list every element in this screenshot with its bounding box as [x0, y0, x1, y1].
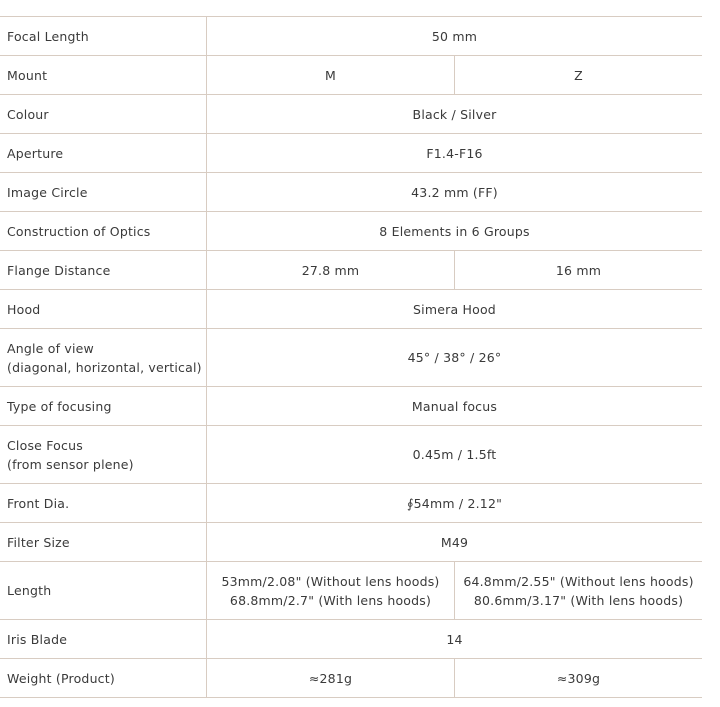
spec-label-line: Length: [7, 583, 52, 598]
spec-value-line: 0.45m / 1.5ft: [412, 447, 497, 462]
spec-value: [207, 620, 702, 658]
spec-value-line: 14: [446, 631, 463, 647]
spec-table: [0, 16, 702, 698]
spec-label-line: (from sensor plene): [7, 456, 134, 472]
spec-value-line: 68.8mm/2.7" (With lens hoods): [229, 592, 432, 608]
spec-label-line: Aperture: [7, 145, 64, 161]
spec-value-m: [207, 562, 454, 619]
spec-value-line: Simera Hood: [413, 301, 496, 317]
spec-label-line: Angle of view: [7, 340, 94, 356]
spec-label: [0, 484, 207, 522]
spec-label: [0, 173, 207, 211]
spec-value-line: 64.8mm/2.55" (Without lens hoods): [463, 573, 694, 589]
spec-value-line: 80.6mm/3.17" (With lens hoods): [473, 592, 684, 608]
spec-value-z: [454, 562, 702, 619]
spec-value-line: ≈309g: [556, 670, 601, 686]
spec-row-aperture: [0, 134, 702, 173]
spec-value: [207, 173, 702, 211]
spec-value-m: [207, 56, 454, 94]
spec-value-line: F1.4-F16: [426, 145, 483, 161]
spec-value-line: 50 mm: [431, 28, 478, 44]
spec-label-line: Image Circle: [7, 184, 88, 200]
spec-value: [207, 426, 702, 483]
spec-label-line: Iris Blade: [7, 631, 68, 647]
spec-value-line: Manual focus: [411, 398, 498, 414]
spec-value-line: ∮54mm / 2.12": [406, 495, 503, 511]
spec-value-line: 27.8 mm: [301, 262, 360, 278]
spec-row-weight: [0, 659, 702, 698]
spec-label-line: Hood: [7, 301, 41, 317]
spec-label-line: Type of focusing: [7, 398, 112, 414]
spec-value: [207, 290, 702, 328]
spec-value-line: 43.2 mm (FF): [411, 184, 498, 200]
spec-value-line: Black / Silver: [412, 106, 497, 122]
spec-row-mount: [0, 56, 702, 95]
spec-label-line: Mount: [7, 67, 48, 83]
spec-label-line: (diagonal, horizontal, vertical): [7, 359, 202, 375]
spec-value: [207, 212, 702, 250]
spec-row-front-dia: [0, 484, 702, 523]
spec-label: [0, 95, 207, 133]
spec-value-line: ≈281g: [308, 670, 353, 686]
spec-label: [0, 659, 207, 697]
spec-label: [0, 329, 207, 386]
spec-row-length: [0, 562, 702, 620]
spec-row-filter-size: [0, 523, 702, 562]
spec-label-line: Construction of Optics: [7, 223, 151, 239]
spec-label: [0, 620, 207, 658]
spec-label: [0, 426, 207, 483]
spec-row-angle-of-view: [0, 329, 702, 387]
spec-label: [0, 56, 207, 94]
spec-value-m: [207, 659, 454, 697]
spec-value-line: M: [325, 67, 336, 83]
spec-label: [0, 387, 207, 425]
spec-value: [207, 387, 702, 425]
spec-label: [0, 212, 207, 250]
spec-value-line: 53mm/2.08" (Without lens hoods): [221, 573, 440, 589]
spec-value: [207, 95, 702, 133]
spec-label: [0, 251, 207, 289]
spec-row-focusing: [0, 387, 702, 426]
spec-label: [0, 290, 207, 328]
spec-row-image-circle: [0, 173, 702, 212]
spec-label-line: Colour: [7, 106, 49, 122]
spec-row-colour: [0, 95, 702, 134]
spec-value-line: M49: [440, 534, 469, 550]
spec-row-focal-length: [0, 17, 702, 56]
spec-row-flange-distance: [0, 251, 702, 290]
spec-label: [0, 17, 207, 55]
spec-value: [207, 329, 702, 386]
spec-value-line: 8 Elements in 6 Groups: [379, 223, 530, 239]
spec-row-iris-blade: [0, 620, 702, 659]
spec-value-z: [454, 56, 702, 94]
spec-label: [0, 523, 207, 561]
spec-value-m: [207, 251, 454, 289]
spec-value: [207, 134, 702, 172]
spec-label: [0, 134, 207, 172]
spec-value-line: Z: [574, 67, 583, 83]
spec-value: [207, 17, 702, 55]
spec-row-hood: [0, 290, 702, 329]
spec-label-line: Flange Distance: [7, 262, 111, 278]
spec-value-z: [454, 659, 702, 697]
spec-row-close-focus: [0, 426, 702, 484]
spec-value-line: 45° / 38° / 26°: [407, 350, 502, 365]
spec-label-line: Focal Length: [7, 28, 89, 44]
spec-value-z: [454, 251, 702, 289]
spec-label-line: Front Dia.: [7, 495, 70, 511]
spec-value: [207, 484, 702, 522]
spec-value-line: 16 mm: [555, 262, 602, 278]
spec-label-line: Weight (Product): [7, 670, 115, 686]
spec-label-line: Close Focus: [7, 437, 83, 453]
spec-value: [207, 523, 702, 561]
spec-label-line: Filter Size: [7, 534, 70, 550]
spec-label: [0, 562, 207, 619]
spec-row-construction: [0, 212, 702, 251]
